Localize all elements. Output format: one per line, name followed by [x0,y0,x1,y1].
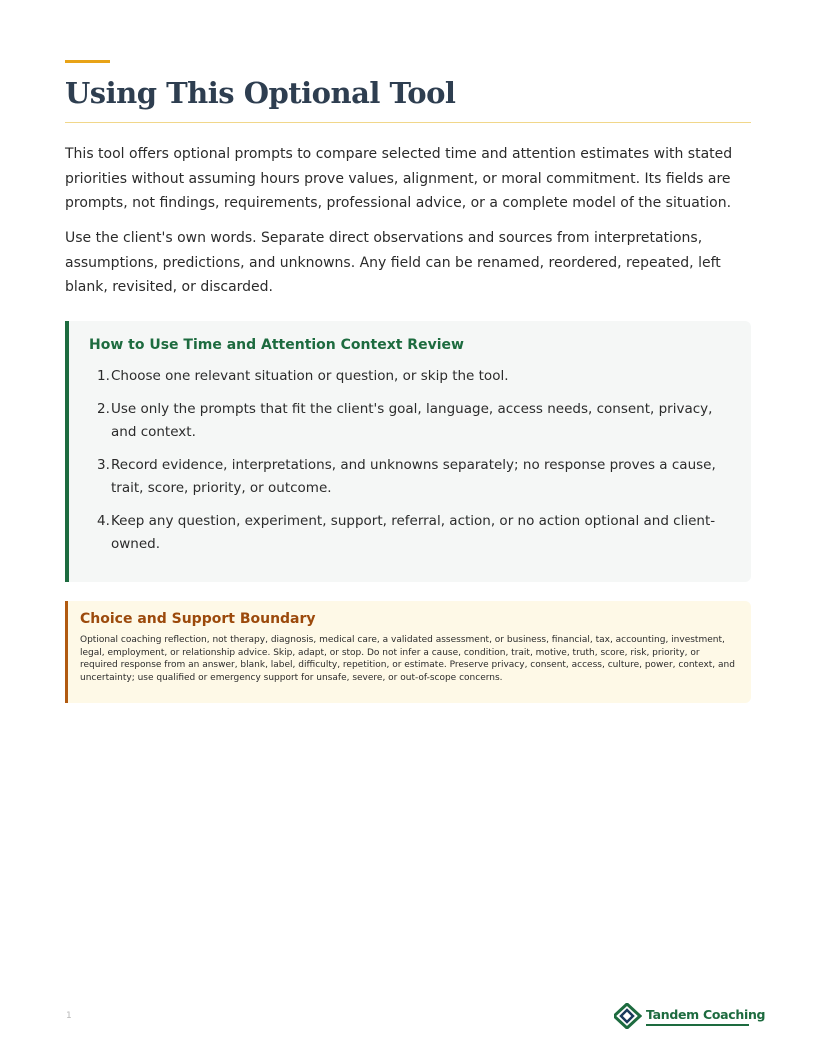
boundary-text: Optional coaching reflection, not therapy, diagnosis, medical care, a validated assessment, or business, financial, tax, accounting, investment, legal, employment, or relationship advice. Skip, adapt, or stop. Do not infer a cause, condition, trait, motive, truth, score, risk, priority, or required response from an answer, blank, label, difficulty, repetition, or estimate. Preserve privacy, consent, access, culture, power, context, and uncertainty; use qualified or emergency support for unsafe, severe, or out-of-scope concerns. [80,635,735,683]
step-number: 2. [97,400,110,417]
step-number: 4. [97,512,110,529]
brand-underline [646,1024,749,1026]
step-number: 3. [97,456,110,473]
step-text: Choose one relevant situation or question, or skip the tool. [111,368,509,384]
page-number: 1 [66,1011,72,1021]
how-to-step-3 [89,454,729,501]
step-text: Keep any question, experiment, support, referral, action, or no action optional and client-owned. [111,512,716,552]
boundary-title: Choice and Support Boundary [80,611,316,627]
brand-name: Tandem Coaching [646,1007,766,1022]
intro-paragraph-2: Use the client's own words. Separate direct observations and sources from interpretations, assumptions, predictions, and unknowns. Any field can be renamed, reordered, repeated, left blank, revisited, or discarded. [65,230,721,295]
how-to-step-4 [89,510,729,557]
boundary-box [65,601,751,703]
step-text: Use only the prompts that fit the client's goal, language, access needs, consent, privacy, and context. [111,400,713,440]
how-to-box [65,321,751,582]
how-to-steps [89,365,729,566]
step-number: 1. [97,368,110,384]
step-text: Record evidence, interpretations, and unknowns separately; no response proves a cause, trait, score, priority, or outcome. [111,456,716,496]
intro-paragraph-1: This tool offers optional prompts to compare selected time and attention estimates with stated priorities without assuming hours prove values, alignment, or moral commitment. Its fields are prompts, not findings, requirements, professional advice, or a complete model of the situation. [65,146,733,211]
how-to-step-2 [89,398,729,445]
title-accent-rule [65,60,110,63]
title-divider [65,122,751,123]
how-to-step-1 [89,365,729,389]
page-title: Using This Optional Tool [65,76,456,110]
diamond-logo-icon [614,1003,642,1029]
brand-logo [614,1003,766,1029]
how-to-title: How to Use Time and Attention Context Review [89,337,464,353]
